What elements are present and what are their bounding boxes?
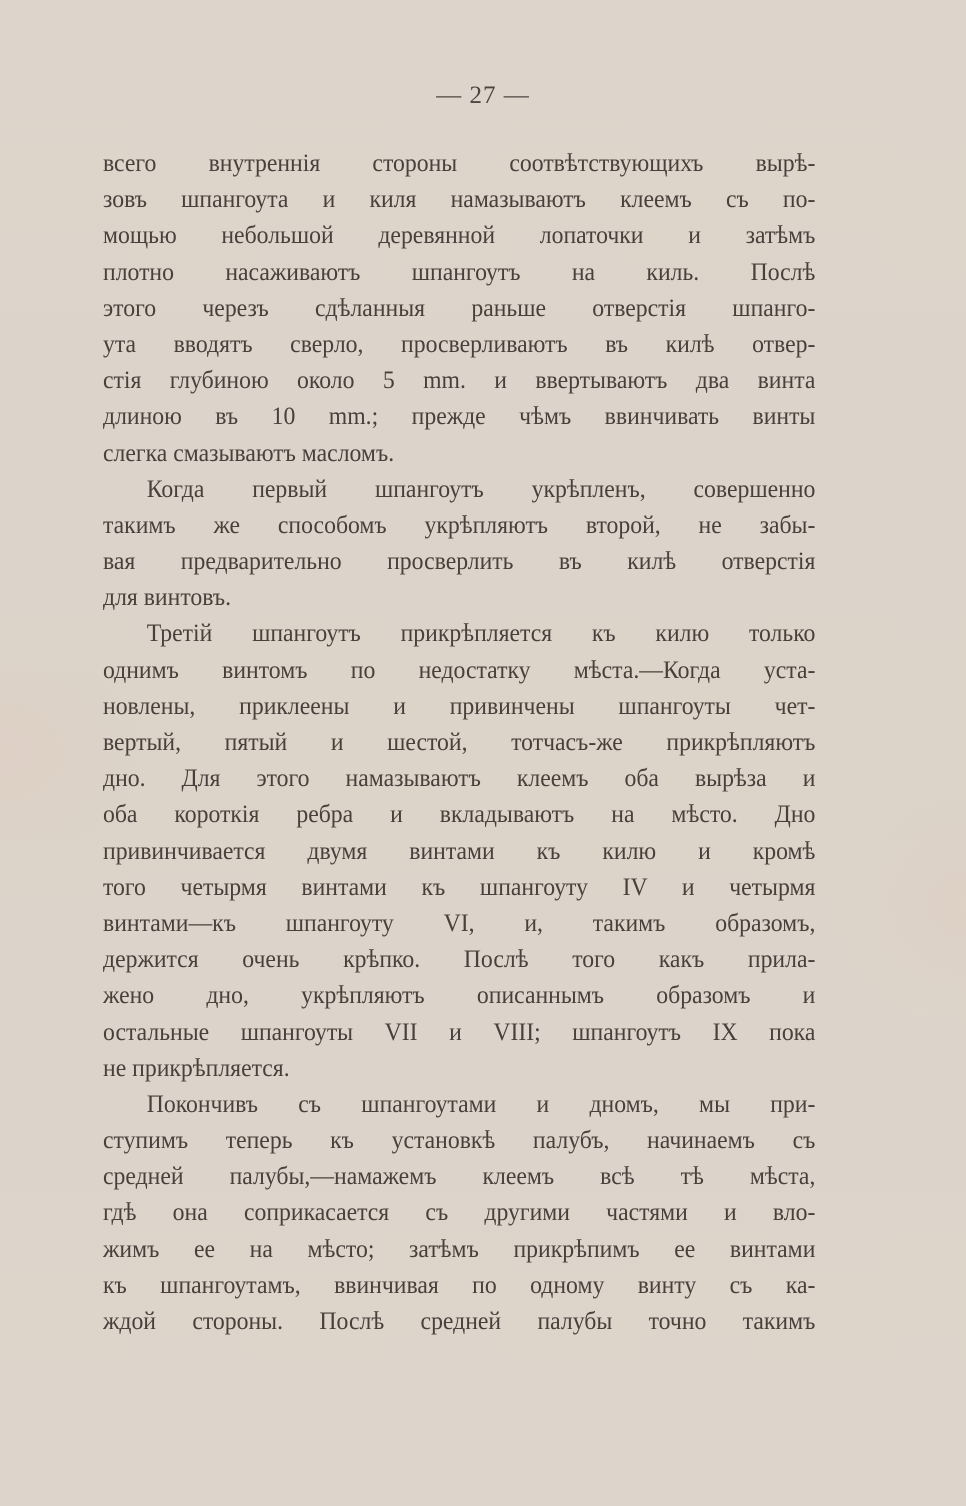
text-line: ступимъ теперь къ установкѣ палубъ, начинаемъ съ	[103, 1125, 816, 1155]
text-line: Третій шпангоутъ прикрѣпляется къ килю только	[146, 618, 816, 648]
text-line: жимъ ее на мѣсто; затѣмъ прикрѣпимъ ее винтами	[103, 1233, 816, 1263]
text-line: гдѣ она соприкасается съ другими частями и вло-	[103, 1197, 816, 1227]
text-line: всего внутреннія стороны соотвѣтствующихъ вырѣ-	[103, 148, 816, 177]
text-line: жено дно, укрѣпляютъ описаннымъ образомъ и	[103, 980, 816, 1010]
text-line: держится очень крѣпко. Послѣ того какъ прила-	[103, 944, 816, 974]
text-line: длиною въ 10 mm.; прежде чѣмъ ввинчивать винты	[103, 401, 816, 431]
text-line: Покончивъ съ шпангоутами и дномъ, мы при-	[146, 1088, 816, 1118]
text-line: дно. Для этого намазываютъ клеемъ оба вырѣза и	[103, 763, 816, 793]
paragraph-4	[103, 1086, 815, 1339]
text-line: новлены, приклеены и привинчены шпангоуты чет-	[103, 690, 816, 720]
text-line: этого черезъ сдѣланныя раньше отверстія шпанго-	[103, 292, 816, 322]
page-number: — 27 —	[436, 82, 530, 109]
text-line: ждой стороны. Послѣ средней палубы точно такимъ	[103, 1306, 816, 1335]
text-line: для винтовъ.	[103, 582, 232, 612]
text-line: остальные шпангоуты VII и VIII; шпангоутъ IX пока	[103, 1016, 816, 1046]
text-line: вертый, пятый и шестой, тотчасъ-же прикрѣпляютъ	[103, 727, 816, 756]
text-line: Когда первый шпангоутъ укрѣпленъ, совершенно	[146, 473, 816, 503]
text-line: зовъ шпангоута и киля намазываютъ клеемъ съ по-	[103, 184, 816, 214]
text-line: оба короткія ребра и вкладываютъ на мѣсто. Дно	[103, 799, 816, 829]
text-line: винтами—къ шпангоуту VI, и, такимъ образомъ,	[103, 907, 816, 937]
text-line: слегка смазываютъ масломъ.	[103, 437, 395, 467]
paragraph-3	[103, 615, 815, 1085]
text-line: средней палубы,—намажемъ клеемъ всѣ тѣ мѣста,	[103, 1161, 816, 1191]
text-line: привинчивается двумя винтами къ килю и кромѣ	[103, 835, 816, 865]
text-line: такимъ же способомъ укрѣпляютъ второй, не забы-	[103, 509, 816, 539]
text-line: плотно насаживаютъ шпангоутъ на киль. Послѣ	[103, 256, 816, 286]
text-line: однимъ винтомъ по недостатку мѣста.—Когда уста-	[103, 654, 816, 684]
text-line: мощью небольшой деревянной лопаточки и затѣмъ	[103, 220, 816, 250]
text-line: стія глубиною около 5 mm. и ввертываютъ два винта	[103, 365, 816, 395]
text-line: вая предварительно просверлить въ килѣ отверстія	[103, 546, 816, 576]
text-line: не прикрѣпляется.	[103, 1052, 290, 1082]
body-text	[103, 145, 815, 1339]
paragraph-1	[103, 145, 815, 471]
text-line: ута вводятъ сверло, просверливаютъ въ килѣ отвер-	[103, 328, 816, 358]
paragraph-2	[103, 471, 815, 616]
text-line: къ шпангоутамъ, ввинчивая по одному винту съ ка-	[103, 1269, 816, 1299]
text-line: того четырмя винтами къ шпангоуту IV и четырмя	[103, 871, 816, 901]
